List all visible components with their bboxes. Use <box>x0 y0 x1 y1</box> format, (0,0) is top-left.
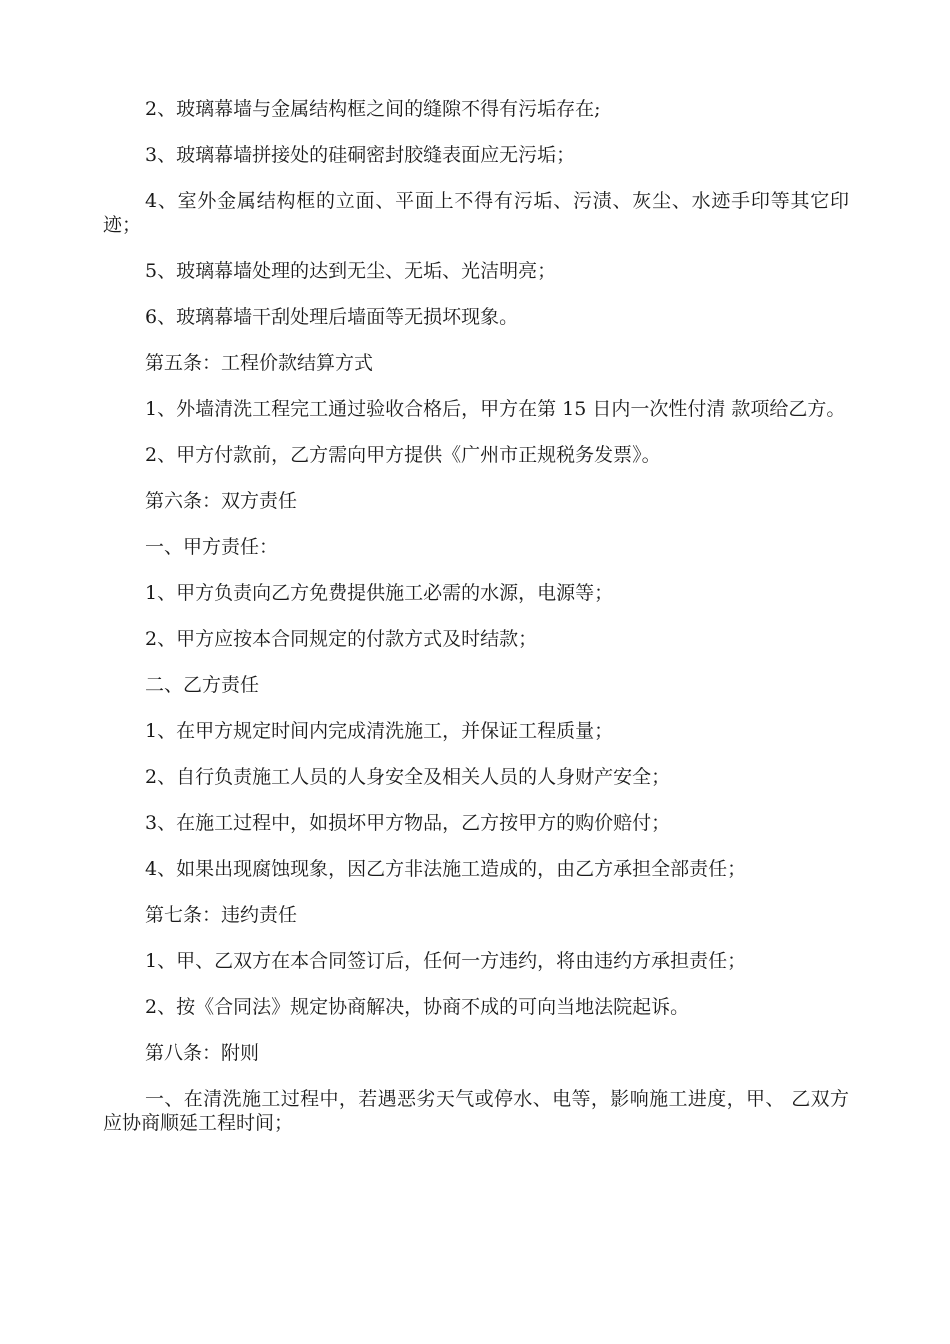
article-6-heading: 第六条：双方责任 <box>145 490 298 512</box>
party-a-responsibility-heading: 一、甲方责任： <box>145 536 279 558</box>
article-7-heading: 第七条：违约责任 <box>145 904 298 926</box>
clause-party-b-safety: 2、自行负责施工人员的人身安全及相关人员的人身财产安全； <box>145 766 671 788</box>
clause-invoice: 2、甲方付款前，乙方需向甲方提供《广州市正规税务发票》。 <box>145 444 661 466</box>
article-8-heading: 第八条：附则 <box>145 1042 260 1064</box>
clause-party-a-utilities: 1、甲方负责向乙方免费提供施工必需的水源，电源等； <box>145 582 614 604</box>
clause-weather-delay: 一、在清洗施工过程中，若遇恶劣天气或停水、电等，影响施工进度，甲、 乙双方应协商顺延工程时间； <box>103 1088 849 1134</box>
clause-sealant-joint: 3、玻璃幕墙拼接处的硅硐密封胶缝表面应无污垢； <box>145 144 576 166</box>
article-5-heading: 第五条：工程价款结算方式 <box>145 352 374 374</box>
party-b-responsibility-heading: 二、乙方责任 <box>145 674 260 696</box>
clause-breach: 1、甲、乙双方在本合同签订后，任何一方违约，将由违约方承担责任； <box>145 950 747 972</box>
clause-payment-terms: 1、外墙清洗工程完工通过验收合格后，甲方在第 15 日内一次性付清 款项给乙方。 <box>145 398 846 420</box>
clause-party-b-damage: 3、在施工过程中，如损坏甲方物品，乙方按甲方的购价赔付； <box>145 812 671 834</box>
clause-dispute: 2、按《合同法》规定协商解决，协商不成的可向当地法院起诉。 <box>145 996 690 1018</box>
clause-party-b-corrosion: 4、如果出现腐蚀现象，因乙方非法施工造成的，由乙方承担全部责任； <box>145 858 747 880</box>
clause-metal-frame: 4、室外金属结构框的立面、平面上不得有污垢、污渍、灰尘、水迹手印等其它印迹； <box>103 190 849 236</box>
document-body <box>103 97 849 1157</box>
clause-glass-gap: 2、玻璃幕墙与金属结构框之间的缝隙不得有污垢存在; <box>145 98 601 120</box>
clause-clean-standard: 5、玻璃幕墙处理的达到无尘、无垢、光洁明亮； <box>145 260 557 282</box>
clause-party-b-quality: 1、在甲方规定时间内完成清洗施工，并保证工程质量； <box>145 720 614 742</box>
clause-no-damage: 6、玻璃幕墙干刮处理后墙面等无损坏现象。 <box>145 306 519 328</box>
clause-party-a-payment: 2、甲方应按本合同规定的付款方式及时结款； <box>145 628 538 650</box>
